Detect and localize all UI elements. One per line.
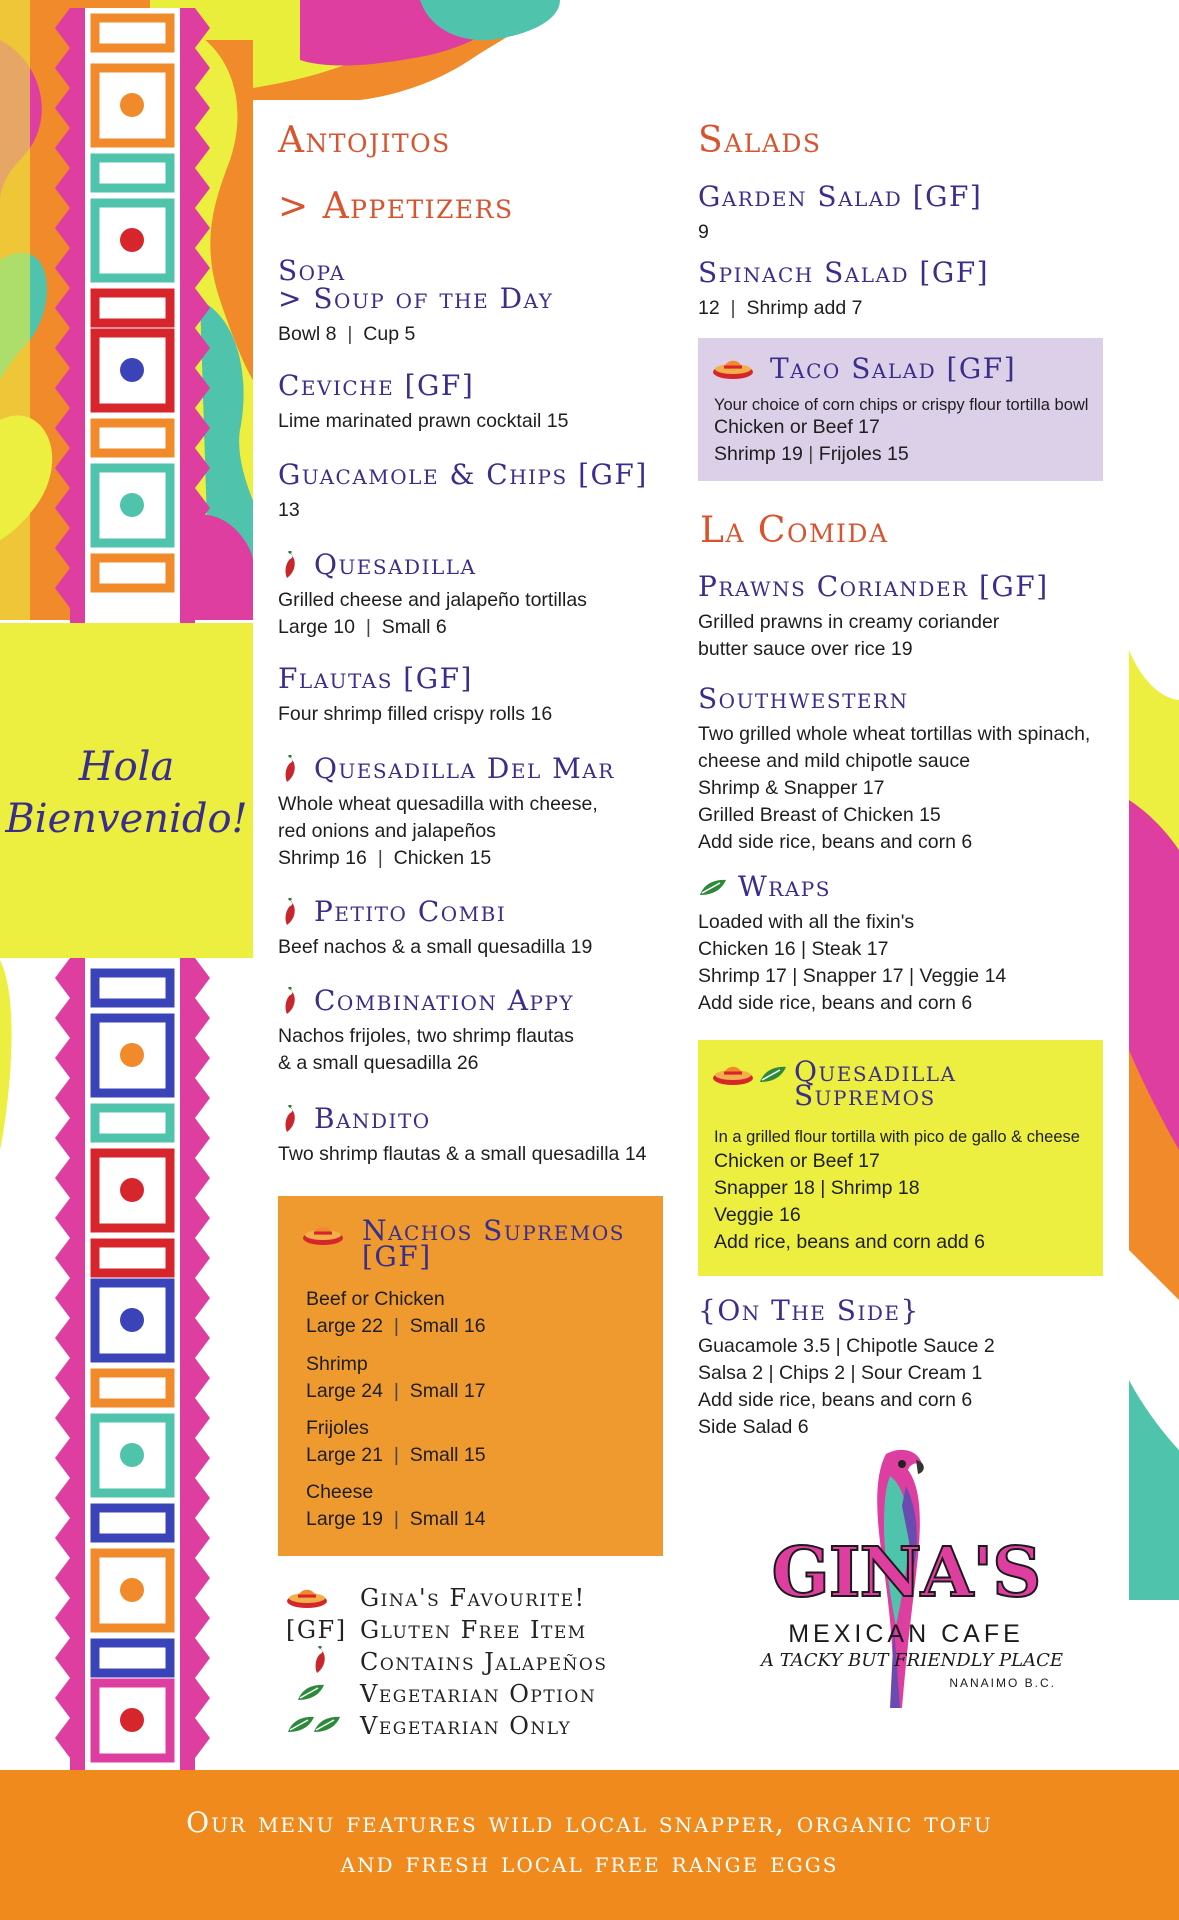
item-price: Chicken or Beef 17 [714,1150,880,1172]
aztec-pattern-bottom [40,958,225,1770]
sombrero-icon [286,1581,328,1611]
nachos-group-beef: Beef or Chicken Large 22 | Small 16 [306,1288,486,1337]
taco-salad-box: Taco Salad [GF] Your choice of corn chips or crispy flour tortilla bowl Chicken or Beef 17 Shrimp 19 | Frijoles 15 [698,338,1103,481]
item-name: Prawns Coriander [GF] [698,570,1049,603]
item-desc: Four shrimp filled crispy rolls 16 [278,703,553,725]
item-price: Small 16 [409,1315,486,1337]
item-price: Snapper 18 | Shrimp 18 [714,1177,920,1199]
item-price: 12 [698,297,720,319]
right-paint-splash [1129,650,1179,1600]
legend-row [286,1678,666,1710]
item-name: Ceviche [GF] [278,369,475,402]
menu-item-quesadilla-del-mar: Quesadilla Del Mar Whole wheat quesadilla with cheese, red onions and jalapeños Shrimp 16 | Chicken 15 [278,752,615,869]
item-name: Wraps [738,870,831,903]
item-price: Add rice, beans and corn add 6 [714,1231,986,1253]
group-label: Beef or Chicken [306,1288,445,1310]
chili-icon [278,1105,300,1133]
item-price: 9 [698,221,709,243]
item-price: Salsa 2 | Chips 2 | Sour Cream 1 [698,1362,983,1384]
nachos-group-frijoles: Frijoles Large 21 | Small 15 [306,1417,486,1466]
item-price: Add side rice, beans and corn 6 [698,992,973,1014]
appetizers-subtitle: > Appetizers [278,186,514,227]
item-price: Guacamole 3.5 | Chipotle Sauce 2 [698,1335,995,1357]
item-price: Veggie 16 [714,1204,801,1226]
item-name: Quesadilla Del Mar [314,752,615,785]
item-price: Add side rice, beans and corn 6 [698,831,973,853]
item-name: Guacamole & Chips [GF] [278,458,648,491]
sombrero-icon [712,1058,754,1088]
chili-icon [278,898,300,926]
chili-icon [308,1646,330,1674]
item-price: Large 22 [306,1315,383,1337]
item-price: Shrimp 16 [278,847,367,869]
menu-item-bandito [278,1102,647,1168]
item-price: Chicken or Beef 17 [714,416,880,438]
item-price: Large 21 [306,1444,383,1466]
on-the-side-section [698,1294,995,1441]
salads-title: Salads [698,120,822,161]
item-name-line2: > Soup of the Day [278,282,554,315]
item-price: Large 19 [306,1508,383,1530]
menu-item-combination-appy [278,984,574,1077]
legend-row [286,1646,666,1678]
item-price: Small 14 [409,1508,486,1530]
legend-label: Contains Jalapeños [360,1648,608,1676]
item-desc: Grilled prawns in creamy coriander [698,611,1000,633]
item-name: Quesadilla [314,548,477,581]
group-label: Frijoles [306,1417,369,1439]
item-name: Petito Combi [314,895,507,928]
menu-item-quesadilla: Quesadilla Grilled cheese and jalapeño tortillas Large 10 | Small 6 [278,548,587,638]
chili-icon [278,987,300,1015]
item-desc: Grilled cheese and jalapeño tortillas [278,589,587,611]
footer-line-1: Our menu features wild local snapper, organic tofu [186,1806,993,1839]
footer-line-2: and fresh local free range eggs [340,1846,839,1879]
item-desc: Two grilled whole wheat tortillas with spinach, [698,723,1091,745]
la-comida-title: La Comida [700,510,889,551]
item-name-line2: [GF] [362,1240,432,1273]
item-desc: Lime marinated prawn cocktail 15 [278,410,569,432]
legend-label: Vegetarian Option [360,1680,597,1708]
sombrero-icon [712,352,754,382]
item-price: Shrimp & Snapper 17 [698,777,885,799]
item-name: Bandito [314,1102,431,1135]
welcome-line-1: Hola [78,744,175,790]
group-label: Shrimp [306,1353,368,1375]
menu-item-garden-salad [698,180,982,246]
item-name: Nachos Supremos [362,1214,625,1247]
item-desc: Two shrimp flautas & a small quesadilla 14 [278,1143,647,1165]
menu-item-wraps [698,870,1006,1017]
logo-subtitle: MEXICAN CAFE [788,1620,1024,1648]
item-name: Quesadilla [794,1055,957,1088]
aztec-pattern-top [40,8,225,628]
item-name: Flautas [GF] [278,662,473,695]
item-price: Side Salad 6 [698,1416,809,1438]
legend-label: Vegetarian Only [360,1712,572,1740]
item-name: Combination Appy [314,984,575,1017]
item-price: Small 15 [409,1444,486,1466]
sombrero-icon [302,1218,344,1248]
logo-location: NANAIMO B.C. [949,1676,1056,1690]
item-name: Garden Salad [GF] [698,180,983,213]
item-price: Frijoles 15 [818,443,909,465]
menu-item-prawns-coriander [698,570,1049,663]
double-leaf-icon [286,1714,342,1734]
item-price: Grilled Breast of Chicken 15 [698,804,941,826]
item-name-line2: Supremos [794,1079,936,1112]
item-price: Shrimp 17 | Snapper 17 | Veggie 14 [698,965,1007,987]
item-price: Chicken 16 | Steak 17 [698,938,889,960]
item-desc: Whole wheat quesadilla with cheese, [278,793,598,815]
group-label: Cheese [306,1481,374,1503]
item-name: Spinach Salad [GF] [698,256,990,289]
menu-item-petito-combi [278,895,592,961]
legend-row [286,1710,666,1742]
footer-banner [0,1770,1179,1920]
item-price: Small 6 [381,616,447,638]
legend-row [286,1582,666,1614]
chili-icon [278,755,300,783]
logo-title: GINA'S [771,1533,1041,1613]
legend-row [286,1614,666,1646]
nachos-group-shrimp: Shrimp Large 24 | Small 17 [306,1353,486,1402]
legend-label: Gina's Favourite! [360,1584,586,1612]
item-price: Add side rice, beans and corn 6 [698,1389,973,1411]
menu-item-flautas [278,662,552,728]
leaf-icon [698,877,728,897]
item-price: Cup 5 [363,323,416,345]
logo-tagline: A TACKY BUT FRIENDLY PLACE [760,1650,1064,1671]
gf-icon: [GF] [286,1616,347,1644]
item-desc: Shrimp add 7 [746,297,863,319]
item-name: Southwestern [698,682,909,715]
menu-item-ceviche [278,369,568,435]
item-name: Sopa [278,254,346,287]
item-name: Taco Salad [GF] [770,352,1017,385]
nachos-group-cheese: Cheese Large 19 | Small 14 [306,1481,486,1530]
item-price: Large 24 [306,1380,383,1402]
item-desc-line2: butter sauce over rice 19 [698,638,913,660]
welcome-box [0,623,253,958]
legend-label: Gluten Free Item [360,1616,587,1644]
welcome-line-2: Bienvenido! [5,796,248,842]
item-price: Chicken 15 [393,847,492,869]
item-desc: Nachos frijoles, two shrimp flautas [278,1025,574,1047]
item-desc: Beef nachos & a small quesadilla 19 [278,936,593,958]
item-note: Your choice of corn chips or crispy flour tortilla bowl [714,396,1089,414]
antojitos-title: Antojitos [278,120,451,161]
legend [286,1582,666,1742]
item-desc: cheese and mild chipotle sauce [698,750,971,772]
item-price: Small 17 [409,1380,486,1402]
quesadilla-supremos-box [698,1040,1103,1276]
nachos-supremos-box [278,1196,663,1556]
item-note: In a grilled flour tortilla with pico de gallo & cheese [714,1128,1080,1146]
item-price: Shrimp 19 [714,443,803,465]
item-desc-line2: red onions and jalapeños [278,820,496,842]
item-price: Bowl 8 [278,323,337,345]
chili-icon [278,551,300,579]
item-desc-line2: & a small quesadilla 26 [278,1052,479,1074]
menu-item-guacamole [278,458,648,524]
section-title: {On The Side} [698,1294,920,1327]
item-desc: Loaded with all the fixin's [698,911,915,933]
item-price: 13 [278,499,300,521]
item-price: Large 10 [278,616,355,638]
leaf-icon [296,1682,326,1702]
menu-item-sopa: Sopa > Soup of the Day Bowl 8 | Cup 5 [278,254,554,345]
ginas-logo [736,1446,1076,1736]
leaf-icon [758,1064,788,1084]
menu-item-southwestern [698,682,1090,856]
menu-item-spinach-salad: Spinach Salad [GF] 12 | Shrimp add 7 [698,256,990,319]
